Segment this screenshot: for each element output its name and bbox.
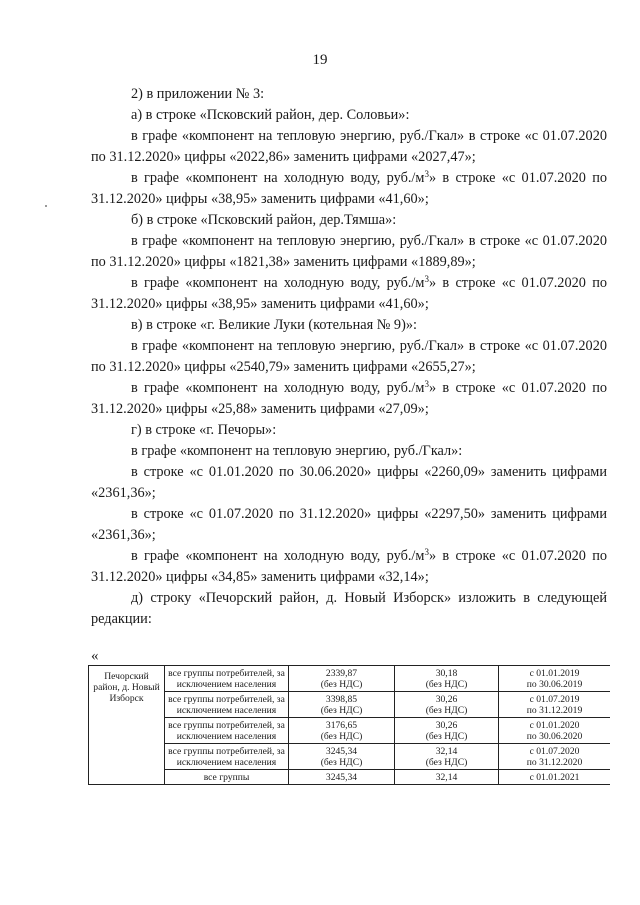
document-body — [91, 84, 607, 630]
text-span: в графе «компонент на холодную воду, руб./м — [131, 275, 425, 291]
paragraph: г) в строке «г. Печоры»: — [131, 422, 277, 438]
heat-cell: 2339,87 (без НДС) — [289, 666, 395, 692]
paragraph: в строке «с 01.01.2020 по 30.06.2020» цифры «2260,09» заменить цифрами «2361,36»; — [91, 464, 607, 501]
paragraph: а) в строке «Псковский район, дер. Соловьи»: — [131, 107, 410, 123]
group-cell: все группы потребителей, за исключением населения — [165, 718, 289, 744]
text-span: в графе «компонент на холодную воду, руб./м — [131, 380, 425, 396]
text-span: в графе «компонент на холодную воду, руб./м — [131, 170, 425, 186]
paragraph — [91, 546, 607, 588]
text-span: » в строке «с 01.07.2020 по 31.12.2020» цифры «25,88» заменить цифрами «27,09»; — [91, 380, 607, 417]
paragraph — [91, 378, 607, 420]
superscript: 3 — [424, 379, 429, 389]
paragraph: б) в строке «Псковский район, дер.Тямша»: — [131, 212, 397, 228]
table-row — [89, 718, 611, 744]
paragraph — [91, 168, 607, 210]
tariff-table-wrapper — [88, 665, 610, 837]
heat-cell: 3176,65 (без НДС) — [289, 718, 395, 744]
period-cell: с 01.01.2019 по 30.06.2019 — [499, 666, 611, 692]
water-cell: 32,14 — [395, 770, 499, 785]
paragraph: д) строку «Печорский район, д. Новый Изборск» изложить в следующей редакции: — [91, 590, 607, 627]
heat-cell: 3245,34 — [289, 770, 395, 785]
group-cell: все группы потребителей, за исключением населения — [165, 666, 289, 692]
paragraph: в строке «с 01.07.2020 по 31.12.2020» цифры «2297,50» заменить цифрами «2361,36»; — [91, 506, 607, 543]
paragraph: в графе «компонент на тепловую энергию, руб./Гкал»: — [131, 443, 463, 459]
superscript: 3 — [424, 274, 429, 284]
margin-mark — [45, 205, 47, 207]
paragraph — [91, 273, 607, 315]
water-cell: 30,26 (без НДС) — [395, 692, 499, 718]
superscript: 3 — [424, 169, 429, 179]
period-cell: с 01.07.2020 по 31.12.2020 — [499, 744, 611, 770]
tariff-table — [88, 665, 610, 785]
opening-quote: « — [91, 648, 99, 664]
group-cell: все группы потребителей, за исключением населения — [165, 692, 289, 718]
table-row — [89, 770, 611, 785]
paragraph: в графе «компонент на тепловую энергию, руб./Гкал» в строке «с 01.07.2020 по 31.12.2020» цифры «2022,86» заменить цифрами «2027,47»; — [91, 128, 607, 165]
period-cell: с 01.01.2021 — [499, 770, 611, 785]
paragraph: 2) в приложении № 3: — [131, 86, 265, 102]
page-number: 19 — [312, 52, 328, 68]
superscript: 3 — [424, 547, 429, 557]
text-span: » в строке «с 01.07.2020 по 31.12.2020» цифры «34,85» заменить цифрами «32,14»; — [91, 548, 607, 585]
text-span: » в строке «с 01.07.2020 по 31.12.2020» цифры «38,95» заменить цифрами «41,60»; — [91, 275, 607, 312]
location-cell: Печорский район, д. Новый Изборск — [89, 666, 165, 785]
table-row — [89, 744, 611, 770]
text-span: в графе «компонент на холодную воду, руб./м — [131, 548, 425, 564]
group-cell: все группы — [165, 770, 289, 785]
text-span: » в строке «с 01.07.2020 по 31.12.2020» цифры «38,95» заменить цифрами «41,60»; — [91, 170, 607, 207]
paragraph: в графе «компонент на тепловую энергию, руб./Гкал» в строке «с 01.07.2020 по 31.12.2020» цифры «1821,38» заменить цифрами «1889,89»; — [91, 233, 607, 270]
table-row — [89, 692, 611, 718]
water-cell: 30,18 (без НДС) — [395, 666, 499, 692]
table-row — [89, 666, 611, 692]
heat-cell: 3245,34 (без НДС) — [289, 744, 395, 770]
water-cell: 32,14 (без НДС) — [395, 744, 499, 770]
paragraph: в) в строке «г. Великие Луки (котельная № 9)»: — [131, 317, 417, 333]
period-cell: с 01.01.2020 по 30.06.2020 — [499, 718, 611, 744]
paragraph: в графе «компонент на тепловую энергию, руб./Гкал» в строке «с 01.07.2020 по 31.12.2020» цифры «2540,79» заменить цифрами «2655,27»; — [91, 338, 607, 375]
heat-cell: 3398,85 (без НДС) — [289, 692, 395, 718]
group-cell: все группы потребителей, за исключением населения — [165, 744, 289, 770]
period-cell: с 01.07.2019 по 31.12.2019 — [499, 692, 611, 718]
water-cell: 30,26 (без НДС) — [395, 718, 499, 744]
